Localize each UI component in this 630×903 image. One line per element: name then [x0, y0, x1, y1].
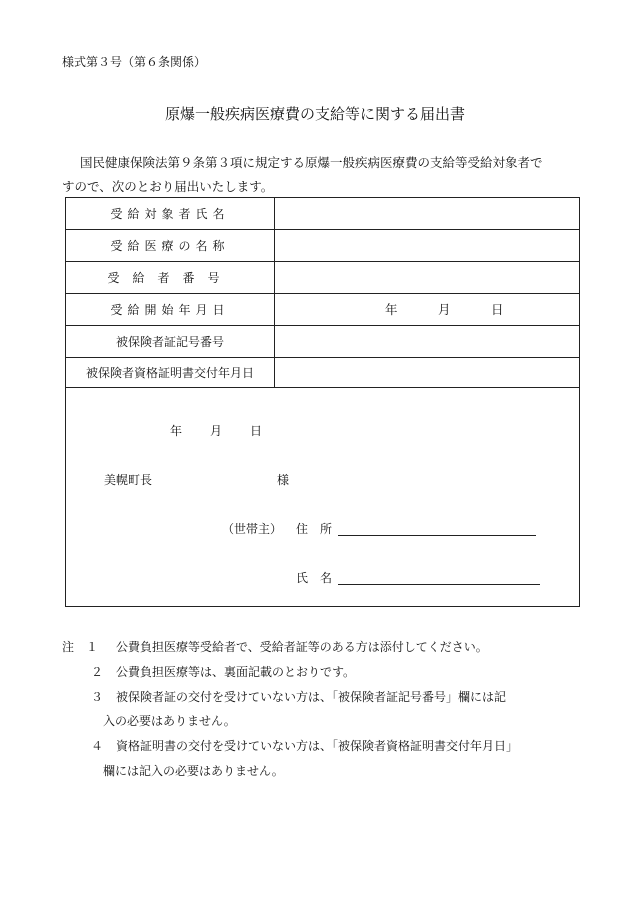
household-head-label: （世帯主） [222, 522, 283, 536]
label-medical-name: 受給医療の名称 [66, 230, 275, 261]
start-date-day: 日 [491, 302, 504, 317]
field-recipient-name[interactable] [275, 198, 579, 229]
intro-line-2: すので、次のとおり届出いたします。 [62, 179, 274, 194]
field-insurance-card-number[interactable] [275, 326, 579, 357]
field-recipient-number[interactable] [275, 262, 579, 293]
sign-date-month: 月 [210, 424, 223, 438]
note-2-number: ２ [91, 665, 104, 679]
label-insurance-card-number: 被保険者証記号番号 [66, 326, 275, 357]
application-form-table [65, 197, 580, 607]
note-1-number: 注 １ [62, 640, 99, 654]
note-4-text-b: 欄には記入の必要はありません。 [103, 764, 284, 778]
row-insurance-card-number [66, 326, 579, 358]
honorific: 様 [277, 473, 290, 487]
address-label: 住 所 [296, 522, 333, 536]
note-3-text-b: 入の必要はありません。 [103, 714, 236, 728]
name-label: 氏 名 [296, 571, 333, 585]
note-3-number: ３ [91, 690, 104, 704]
addressee: 美幌町長 [104, 473, 153, 487]
field-medical-name[interactable] [275, 230, 579, 261]
address-line[interactable] [338, 535, 536, 536]
field-start-date[interactable] [275, 294, 579, 325]
form-number: 様式第３号（第６条関係） [62, 55, 207, 69]
row-recipient-name [66, 198, 579, 230]
sign-date-year: 年 [170, 424, 183, 438]
row-start-date [66, 294, 579, 326]
note-3-text-a: 被保険者証の交付を受けていない方は、「被保険者証記号番号」欄には記 [116, 690, 507, 704]
note-1-text: 公費負担医療等受給者で、受給者証等のある方は添付してください。 [116, 640, 488, 654]
field-qualification-cert-date[interactable] [275, 358, 579, 387]
sign-date-day: 日 [250, 424, 263, 438]
row-medical-name [66, 230, 579, 262]
row-recipient-number [66, 262, 579, 294]
start-date-month: 月 [438, 302, 451, 317]
note-4-number: ４ [91, 739, 104, 753]
label-qualification-cert-date: 被保険者資格証明書交付年月日 [66, 358, 275, 387]
name-line[interactable] [338, 584, 540, 585]
row-qualification-cert-date [66, 358, 579, 388]
note-2-text: 公費負担医療等は、裏面記載のとおりです。 [116, 665, 356, 679]
document-title: 原爆一般疾病医療費の支給等に関する届出書 [164, 105, 465, 123]
label-recipient-number: 受給者番号 [66, 262, 275, 293]
label-recipient-name: 受給対象者氏名 [66, 198, 275, 229]
note-4-text-a: 資格証明書の交付を受けていない方は、「被保険者資格証明書交付年月日」 [116, 739, 519, 753]
start-date-year: 年 [385, 302, 398, 317]
intro-line-1: 国民健康保険法第９条第３項に規定する原爆一般疾病医療費の支給等受給対象者で [80, 155, 543, 170]
label-start-date: 受給開始年月日 [66, 294, 275, 325]
